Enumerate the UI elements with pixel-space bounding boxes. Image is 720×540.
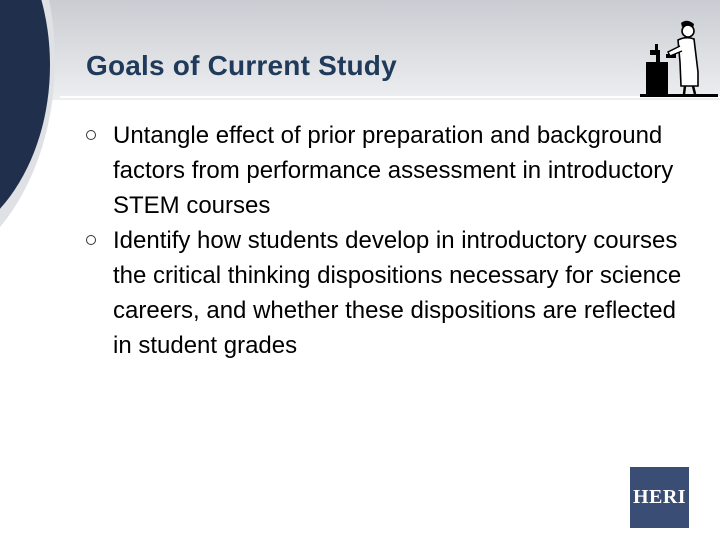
hollow-circle-bullet-icon: [86, 235, 96, 245]
logo-text: HERI: [632, 486, 687, 508]
bullet-item: [86, 223, 686, 363]
bullet-list: [86, 118, 686, 363]
bullet-text: Untangle effect of prior preparation and background factors from performance assessment in introductory STEM courses: [113, 122, 674, 219]
scientist-microscope-icon: [638, 14, 718, 98]
bullet-item: [86, 118, 686, 223]
hollow-circle-bullet-icon: [86, 130, 96, 140]
bullet-text: Identify how students develop in introductory courses the critical thinking dispositions necessary for science careers, and whether these dispositions are reflected in student grades: [113, 227, 682, 359]
header-divider: [60, 96, 720, 98]
slide-title: Goals of Current Study: [86, 50, 397, 81]
heri-logo: [630, 467, 689, 528]
